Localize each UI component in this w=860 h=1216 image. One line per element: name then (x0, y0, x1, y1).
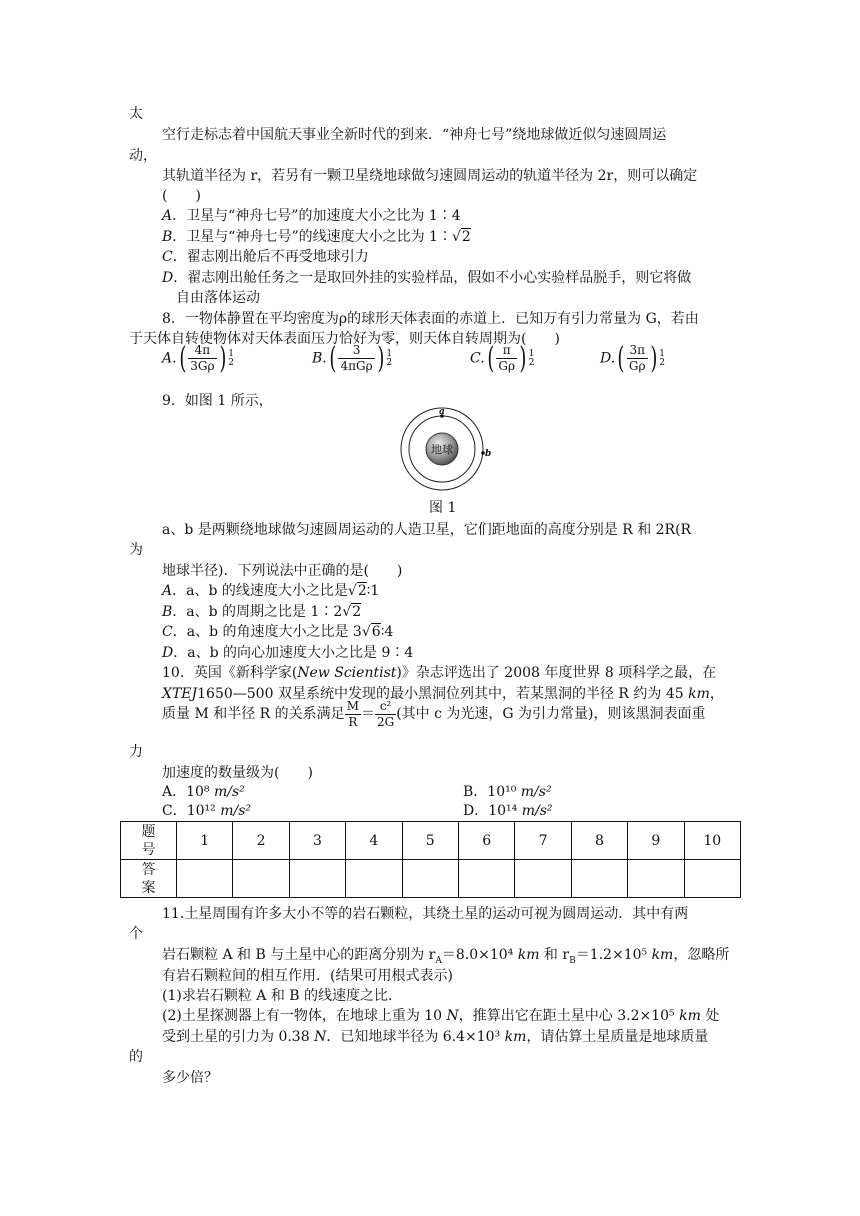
q10-line5: 加速度的数量级为( ) (162, 765, 313, 781)
answer-table (120, 821, 741, 898)
table-row-answers (121, 860, 741, 898)
satellite-a-label: a (439, 407, 445, 417)
number-cell: 2 (233, 822, 289, 860)
orbit-figure (398, 403, 490, 495)
number-cell: 9 (628, 822, 684, 860)
q9-option-b: B．a、b 的周期之比是 1∶2√2 (162, 604, 362, 620)
header-cell-answer: 答案 (121, 860, 177, 898)
number-cell: 1 (177, 822, 233, 860)
answer-cell[interactable] (571, 860, 627, 898)
q8-option-d: D.( $\frac{3\pi}{G\rho}$ ) 1 2 (600, 340, 665, 376)
q7-option-d-cont: 自由落体运动 (176, 290, 260, 306)
q7-line5: ( ) (162, 188, 201, 204)
q9-option-d: D．a、b 的向心加速度大小之比是 9∶4 (162, 645, 414, 661)
answer-cell[interactable] (684, 860, 740, 898)
q11-part1: (1)求岩石颗粒 A 和 B 的线速度之比． (162, 988, 403, 1004)
table-row-numbers (121, 822, 741, 860)
q8-line1: 8．一物体静置在平均密度为ρ的球形天体表面的赤道上．已知万有引力常量为 G，若由 (162, 311, 699, 327)
q8-option-b: B.( $\frac{3}{\text{4πGρ}}$ ) 1 2 (312, 340, 393, 376)
number-cell: 10 (684, 822, 740, 860)
q9-option-c: C．a、b 的角速度大小之比是 3√6∶4 (162, 624, 394, 640)
q7-option-c: C．翟志刚出舱后不再受地球引力 (162, 249, 369, 265)
q7-option-a: A．卫星与“神舟七号”的加速度大小之比为 1∶4 (162, 208, 461, 224)
q11-part2-line4: 多少倍？ (162, 1070, 218, 1086)
header-cell-number: 题号 (121, 822, 177, 860)
earth-label: 地球 (431, 443, 453, 456)
q10-line4: 力 (129, 744, 143, 760)
answer-cell[interactable] (233, 860, 289, 898)
q7-line4: 其轨道半径为 r，若另有一颗卫星绕地球做匀速圆周运动的轨道半径为 2r，则可以确定 (162, 168, 698, 184)
q8-option-c: C.( $\frac{\pi}{G\rho}$ ) 1 2 (470, 340, 535, 376)
number-cell: 6 (458, 822, 514, 860)
number-cell: 3 (289, 822, 345, 860)
q9-line1: 9．如图 1 所示， (162, 393, 273, 409)
satellite-b-label: b (485, 449, 492, 459)
q9-line4: 地球半径)．下列说法中正确的是( ) (162, 563, 403, 579)
q7-option-d: D．翟志刚出舱任务之一是取回外挂的实验样品，假如不小心实验样品脱手，则它将做 (162, 270, 692, 286)
q10-option-d: D．10¹⁴ m/s² (463, 803, 553, 819)
q10-line3: 质量 M 和半径 R 的关系满足 $\frac{M}{R}$ ＝ $\frac{\text{c²}}{2G}$ (其中 c 为光速，G 为引力常量)，则该黑洞表面重 (162, 699, 706, 729)
q11-line1: 11.土星周围有许多大小不等的岩石颗粒，其绕土星的运动可视为圆周运动．其中有两 (162, 906, 689, 922)
answer-cell[interactable] (515, 860, 571, 898)
q9-option-a: A．a、b 的线速度大小之比是√2∶1 (162, 583, 380, 599)
q7-option-b: B．卫星与“神舟七号”的线速度大小之比为 1∶√2 (162, 229, 471, 245)
answer-cell[interactable] (177, 860, 233, 898)
answer-cell[interactable] (289, 860, 345, 898)
q11-part2-line3: 的 (129, 1049, 143, 1065)
q10-line2: XTEJ1650—500 双星系统中发现的最小黑洞位列其中，若某黑洞的半径 R 约为 45 km， (162, 686, 724, 702)
q10-option-c: C．10¹² m/s² (162, 803, 251, 819)
answer-cell[interactable] (458, 860, 514, 898)
answer-cell[interactable] (628, 860, 684, 898)
q9-line2: a、b 是两颗绕地球做匀速圆周运动的人造卫星，它们距地面的高度分别是 R 和 2R(R (162, 522, 692, 538)
q7-line1: 太 (129, 106, 143, 122)
figure-caption: 图 1 (429, 500, 457, 516)
answer-cell[interactable] (346, 860, 402, 898)
number-cell: 4 (346, 822, 402, 860)
number-cell: 8 (571, 822, 627, 860)
q10-line1: 10．英国《新科学家(New Scientist)》杂志评选出了 2008 年度世界 8 项科学之最，在 (162, 665, 717, 681)
number-cell: 7 (515, 822, 571, 860)
q11-line3: 岩石颗粒 A 和 B 与土星中心的距离分别为 $r_A=8.0\times 10^4$ km 和 $r_B=1.2\times 10^5$ km，忽略所 (162, 947, 730, 966)
q11-part2-line1: (2)土星探测器上有一物体，在地球上重为 10 N，推算出它在距土星中心 3.2×10⁵ km 处 (162, 1008, 720, 1024)
q9-line3: 为 (129, 542, 143, 558)
q11-part2-line2: 受到土星的引力为 0.38 N．已知地球半径为 6.4×10³ km，请估算土星质量是地球质量 (162, 1029, 709, 1045)
q7-line3: 动， (129, 148, 157, 164)
q10-option-b: B．10¹⁰ m/s² (463, 784, 552, 800)
q11-line4: 有岩石颗粒间的相互作用．(结果可用根式表示) (162, 968, 453, 984)
number-cell: 5 (402, 822, 458, 860)
q7-line2: 空行走标志着中国航天事业全新时代的到来．“神舟七号”绕地球做近似匀速圆周运 (162, 127, 667, 143)
q8-line2: 于天体自转使物体对天体表面压力恰好为零，则天体自转周期为( ) (129, 331, 560, 347)
q8-option-a: A.( $\frac{4\pi}{3G\rho}$ ) 1 2 (162, 340, 235, 376)
answer-cell[interactable] (402, 860, 458, 898)
q10-option-a: A．10⁸ m/s² (162, 784, 245, 800)
q11-line2: 个 (129, 926, 143, 942)
